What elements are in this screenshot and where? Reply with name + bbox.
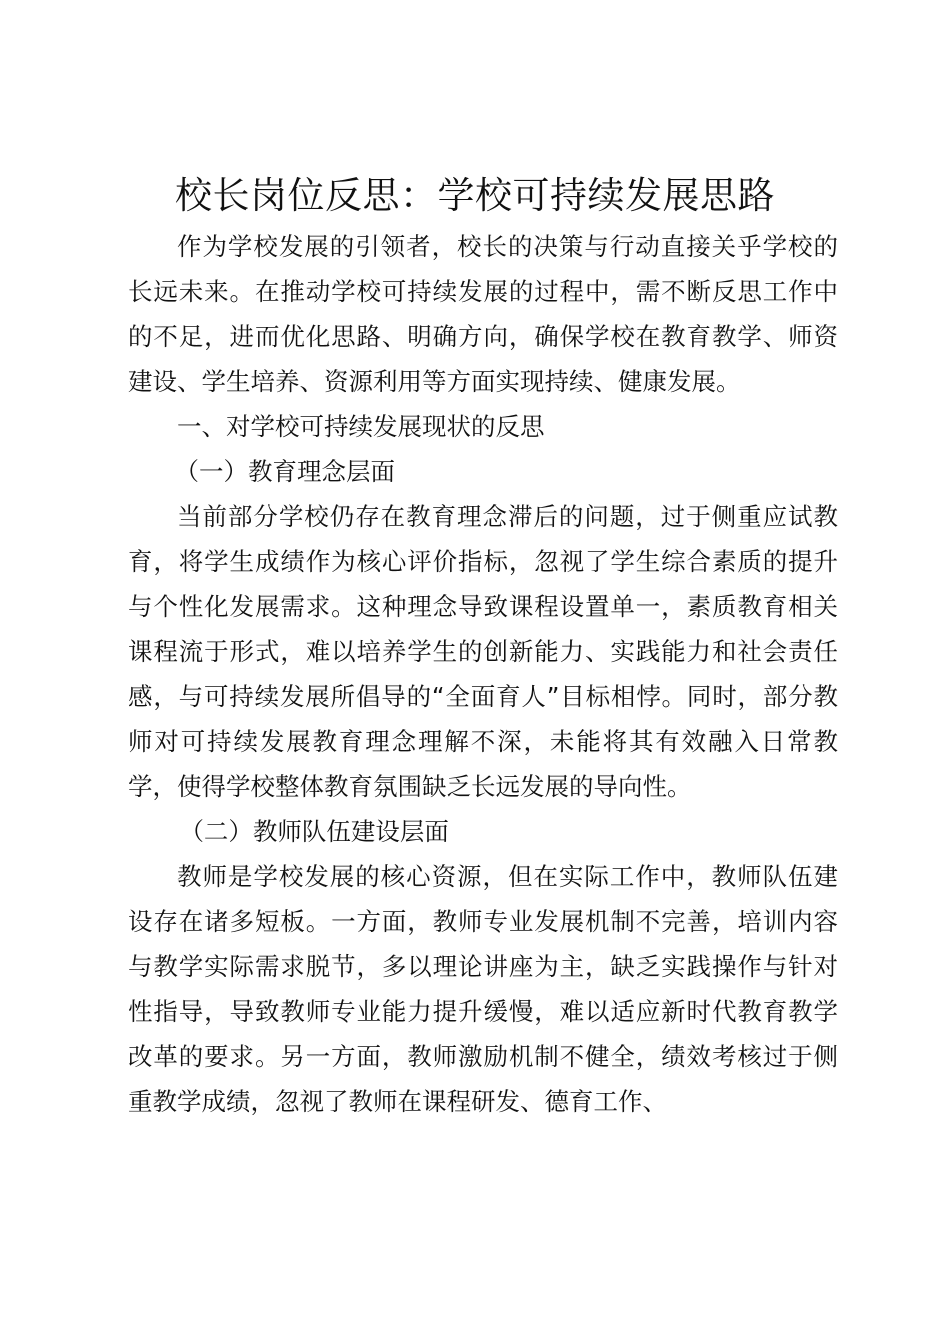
- section-heading-1: 一、对学校可持续发展现状的反思: [177, 412, 545, 441]
- subsection-paragraph-1: 当前部分学校仍存在教育理念滞后的问题，过于侧重应试教育，将学生成绩作为核心评价指标，忽视了学生综合素质的提升与个性化发展需求。这种理念导致课程设置单一，素质教育相关课程流于形式，难以培养学生的创新能力、实践能力和社会责任感，与可持续发展所倡导的“全面育人”目标相悖。同时，部分教师对可持续发展教育理念理解不深，未能将其有效融入日常教学，使得学校整体教育氛围缺乏长远发展的导向性。: [128, 502, 838, 801]
- subsection-heading-2: （二）教师队伍建设层面: [179, 817, 449, 846]
- subsection-heading-1: （一）教育理念层面: [174, 457, 396, 486]
- document-body: [128, 224, 838, 1124]
- intro-paragraph: 作为学校发展的引领者，校长的决策与行动直接关乎学校的长远未来。在推动学校可持续发展的过程中，需不断反思工作中的不足，进而优化思路、明确方向，确保学校在教育教学、师资建设、学生培养、资源利用等方面实现持续、健康发展。: [128, 232, 838, 396]
- subsection-paragraph-2: 教师是学校发展的核心资源，但在实际工作中，教师队伍建设存在诸多短板。一方面，教师专业发展机制不完善，培训内容与教学实际需求脱节，多以理论讲座为主，缺乏实践操作与针对性指导，导致教师专业能力提升缓慢，难以适应新时代教育教学改革的要求。另一方面，教师激励机制不健全，绩效考核过于侧重教学成绩，忽视了教师在课程研发、德育工作、: [128, 862, 838, 1116]
- document-title: 校长岗位反思：学校可持续发展思路: [175, 174, 775, 217]
